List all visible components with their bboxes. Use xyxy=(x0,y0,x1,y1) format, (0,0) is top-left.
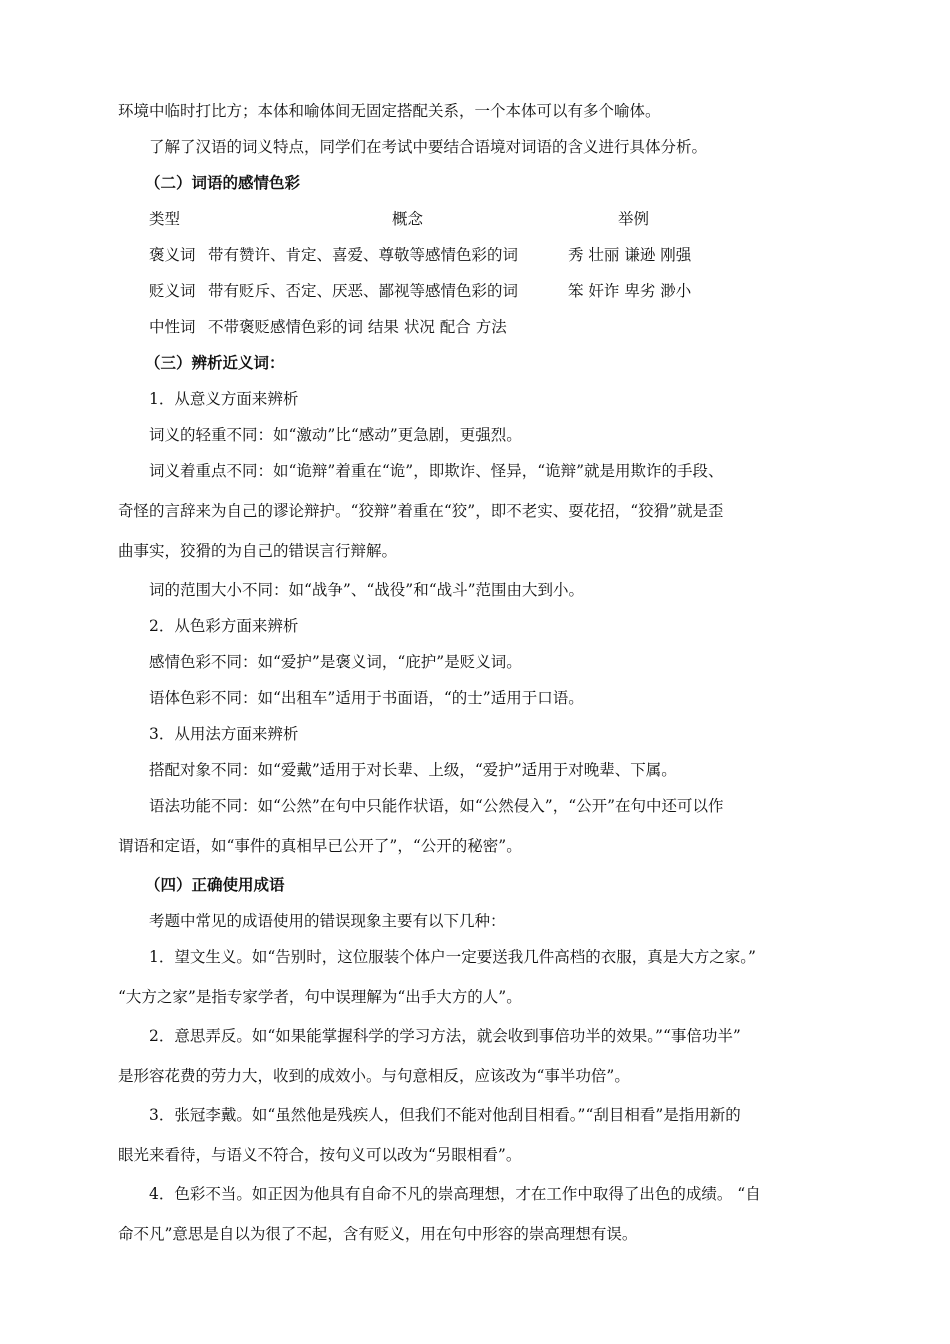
subheading: 2．从色彩方面来辨析 xyxy=(149,617,299,635)
table-row-type: 贬义词 xyxy=(149,282,196,300)
paragraph-line: 是形容花费的劳力大，收到的成效小。与句意相反，应该改为“事半功倍”。 xyxy=(118,1067,630,1085)
table-header-concept: 概念 xyxy=(392,210,424,228)
table-header-example: 举例 xyxy=(618,210,650,228)
paragraph-line: 曲事实，狡猾的为自己的错误言行辩解。 xyxy=(118,542,398,560)
paragraph-line: 环境中临时打比方；本体和喻体间无固定搭配关系，一个本体可以有多个喻体。 xyxy=(118,102,661,120)
paragraph-line: 命不凡”意思是自以为很了不起，含有贬义，用在句中形容的崇高理想有误。 xyxy=(118,1225,638,1243)
section-heading: （二）词语的感情色彩 xyxy=(145,173,301,192)
paragraph-line: 3．张冠李戴。如“虽然他是残疾人，但我们不能对他刮目相看。”“刮目相看”是指用新的 xyxy=(149,1106,741,1124)
table-row-type: 褒义词 xyxy=(149,246,196,264)
paragraph-line: 4．色彩不当。如正因为他具有自命不凡的崇高理想，才在工作中取得了出色的成绩。 “自 xyxy=(149,1185,761,1203)
table-row-type: 中性词 xyxy=(149,318,196,336)
table-row-examples: 秀 壮丽 谦逊 刚强 xyxy=(568,246,692,264)
paragraph-line: 谓语和定语，如“事件的真相早已公开了”，“公开的秘密”。 xyxy=(118,837,522,855)
paragraph-line: 词义的轻重不同：如“激动”比“感动”更急剧，更强烈。 xyxy=(149,426,522,444)
paragraph-line: 奇怪的言辞来为自己的谬论辩护。“狡辩”着重在“狡”，即不老实、耍花招，“狡猾”就是歪 xyxy=(118,502,724,520)
section-heading: （四）正确使用成语 xyxy=(145,875,285,894)
paragraph-line: 词义着重点不同：如“诡辩”着重在“诡”，即欺诈、怪异，“诡辩”就是用欺诈的手段、 xyxy=(149,462,724,480)
paragraph-line: 眼光来看待，与语义不符合，按句义可以改为“另眼相看”。 xyxy=(118,1146,522,1164)
table-row-concept: 不带褒贬感情色彩的词 结果 状况 配合 方法 xyxy=(208,318,507,336)
subheading: 3．从用法方面来辨析 xyxy=(149,725,299,743)
paragraph-line: 1．望文生义。如“告别时，这位服装个体户一定要送我几件高档的衣服，真是大方之家。” xyxy=(149,948,756,966)
table-row-examples: 笨 奸诈 卑劣 渺小 xyxy=(568,282,692,300)
paragraph-line: “大方之家”是指专家学者，句中误理解为“出手大方的人”。 xyxy=(118,988,522,1006)
paragraph-line: 语法功能不同：如“公然”在句中只能作状语，如“公然侵入”，“公开”在句中还可以作 xyxy=(149,797,724,815)
table-row-concept: 带有贬斥、否定、厌恶、鄙视等感情色彩的词 xyxy=(208,282,519,300)
paragraph-line: 语体色彩不同：如“出租车”适用于书面语，“的士”适用于口语。 xyxy=(149,689,584,707)
paragraph-line: 了解了汉语的词义特点，同学们在考试中要结合语境对词语的含义进行具体分析。 xyxy=(149,138,708,156)
section-heading: （三）辨析近义词： xyxy=(145,353,285,372)
subheading: 1．从意义方面来辨析 xyxy=(149,390,299,408)
paragraph-line: 感情色彩不同：如“爱护”是褒义词，“庇护”是贬义词。 xyxy=(149,653,522,671)
paragraph-line: 2．意思弄反。如“如果能掌握科学的学习方法，就会收到事倍功半的效果。”“事倍功半” xyxy=(149,1027,741,1045)
paragraph-line: 词的范围大小不同：如“战争”、“战役”和“战斗”范围由大到小。 xyxy=(149,581,585,599)
table-row-concept: 带有赞许、肯定、喜爱、尊敬等感情色彩的词 xyxy=(208,246,519,264)
table-header-type: 类型 xyxy=(149,210,181,228)
paragraph-line: 考题中常见的成语使用的错误现象主要有以下几种： xyxy=(149,912,506,930)
paragraph-line: 搭配对象不同：如“爱戴”适用于对长辈、上级，“爱护”适用于对晚辈、下属。 xyxy=(149,761,677,779)
